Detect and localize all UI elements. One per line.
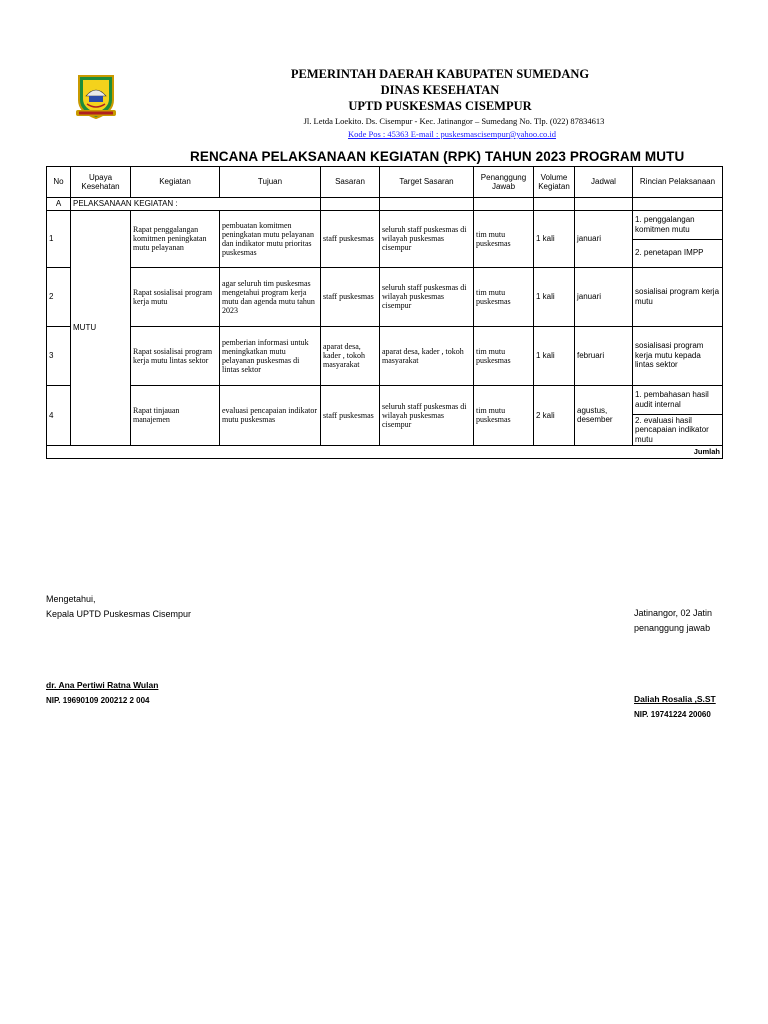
target-cell: aparat desa, kader , tokoh masyarakat: [380, 326, 474, 385]
table-row: [47, 210, 723, 239]
kegiatan-cell: Rapat tinjauan manajemen: [131, 385, 220, 446]
volume-cell: 2 kali: [534, 385, 575, 446]
target-cell: seluruh staff puskesmas di wilayah puskesmas cisempur: [380, 385, 474, 446]
volume-cell: 1 kali: [534, 326, 575, 385]
letterhead: [0, 66, 768, 141]
signature-left-line2: Kepala UPTD Puskesmas Cisempur: [46, 609, 192, 619]
letterhead-agency: DINAS KESEHATAN: [380, 83, 500, 97]
rincian-cell: sosialisai program kerja mutu: [633, 267, 723, 326]
sasaran-cell: staff puskesmas: [321, 267, 380, 326]
rpk-table: [46, 166, 723, 459]
table-row: [47, 326, 723, 385]
pj-cell: tim mutu puskesmas: [474, 210, 534, 267]
sasaran-cell: staff puskesmas: [321, 385, 380, 446]
signature-right: [634, 606, 768, 636]
rincian-cell: 2. penetapan IMPP: [633, 239, 723, 267]
row-no: 4: [47, 385, 71, 446]
sasaran-cell: staff puskesmas: [321, 210, 380, 267]
signature-right-line2: penanggung jawab: [634, 623, 711, 633]
document-title: RENCANA PELAKSANAAN KEGIATAN (RPK) TAHUN 2023 PROGRAM MUTU: [190, 149, 685, 164]
kegiatan-cell: Rapat sosialisai program kerja mutu: [131, 267, 220, 326]
tujuan-cell: agar seluruh tim puskesmas mengetahui program kerja mutu dan agenda mutu tahun 2023: [220, 267, 321, 326]
jadwal-cell: februari: [575, 326, 633, 385]
jadwal-cell: januari: [575, 210, 633, 267]
signature-left-nip: NIP. 19690109 200212 2 004: [46, 696, 150, 705]
letterhead-address: Jl. Letda Loekito. Ds. Cisempur - Kec. Jatinangor – Sumedang No. Tlp. (022) 87834613: [303, 116, 605, 126]
section-row: [47, 198, 723, 211]
table-header-row: [47, 167, 723, 198]
signature-left-line1: Mengetahui,: [46, 594, 96, 604]
header-rincian: Rincian Pelaksanaan: [633, 167, 723, 198]
target-cell: seluruh staff puskesmas di wilayah puskesmas cisempur: [380, 267, 474, 326]
row-no: 2: [47, 267, 71, 326]
jadwal-cell: januari: [575, 267, 633, 326]
jadwal-cell: agustus, desember: [575, 385, 633, 446]
volume-cell: 1 kali: [534, 210, 575, 267]
letterhead-contact-link[interactable]: Kode Pos : 45363 E-mail : puskesmascisempur@yahoo.co.id: [347, 129, 557, 139]
header-jadwal: Jadwal: [575, 167, 633, 198]
signature-left-name: dr. Ana Pertiwi Ratna Wulan: [46, 680, 159, 690]
header-sasaran: Sasaran: [321, 167, 380, 198]
header-upaya: Upaya Kesehatan: [71, 167, 131, 198]
rincian-cell: 1. pembahasan hasil audit internal: [633, 385, 723, 414]
signature-right-nip: NIP. 19741224 20060: [634, 710, 711, 719]
upaya-kesehatan-cell: MUTU: [71, 210, 131, 446]
tujuan-cell: evaluasi pencapaian indikator mutu puskesmas: [220, 385, 321, 446]
jumlah-label: Jumlah: [47, 446, 723, 459]
header-volume: Volume Kegiatan: [534, 167, 575, 198]
header-pj: Penanggung Jawab: [474, 167, 534, 198]
letterhead-unit: UPTD PUSKESMAS CISEMPUR: [348, 99, 532, 113]
rincian-cell: 1. penggalangan komitmen mutu: [633, 210, 723, 239]
section-no: A: [47, 198, 71, 211]
volume-cell: 1 kali: [534, 267, 575, 326]
tujuan-cell: pembuatan komitmen peningkatan mutu pelayanan dan indikator mutu prioritas puskesmas: [220, 210, 321, 267]
signature-left: [46, 592, 191, 622]
row-no: 3: [47, 326, 71, 385]
section-label: PELAKSANAAN KEGIATAN :: [71, 198, 220, 211]
target-cell: seluruh staff puskesmas di wilayah puskesmas cisempur: [380, 210, 474, 267]
table-row: [47, 267, 723, 326]
signature-right-identity: [634, 692, 768, 722]
rincian-cell: sosialisasi program kerja mutu kepada lintas sektor: [633, 326, 723, 385]
kegiatan-cell: Rapat sosialisai program kerja mutu lintas sektor: [131, 326, 220, 385]
signature-left-identity: [46, 678, 158, 708]
pj-cell: tim mutu puskesmas: [474, 385, 534, 446]
header-tujuan: Tujuan: [220, 167, 321, 198]
pj-cell: tim mutu puskesmas: [474, 326, 534, 385]
tujuan-cell: pemberian informasi untuk meningkatkan mutu pelayanan puskesmas di lintas sektor: [220, 326, 321, 385]
row-no: 1: [47, 210, 71, 267]
table-row: [47, 385, 723, 414]
sasaran-cell: aparat desa, kader , tokoh masyarakat: [321, 326, 380, 385]
signature-right-line1: Jatinangor, 02 Jatin: [634, 608, 713, 618]
jumlah-row: [47, 446, 723, 459]
header-no: No: [47, 167, 71, 198]
header-target: Target Sasaran: [380, 167, 474, 198]
signature-right-name: Daliah Rosalia ,S.ST: [634, 694, 716, 704]
letterhead-government: PEMERINTAH DAERAH KABUPATEN SUMEDANG: [290, 67, 590, 81]
header-kegiatan: Kegiatan: [131, 167, 220, 198]
rincian-cell: 2. evaluasi hasil pencapaian indikator mutu: [633, 414, 723, 446]
kegiatan-cell: Rapat penggalangan komitmen peningkatan mutu pelayanan: [131, 210, 220, 267]
pj-cell: tim mutu puskesmas: [474, 267, 534, 326]
